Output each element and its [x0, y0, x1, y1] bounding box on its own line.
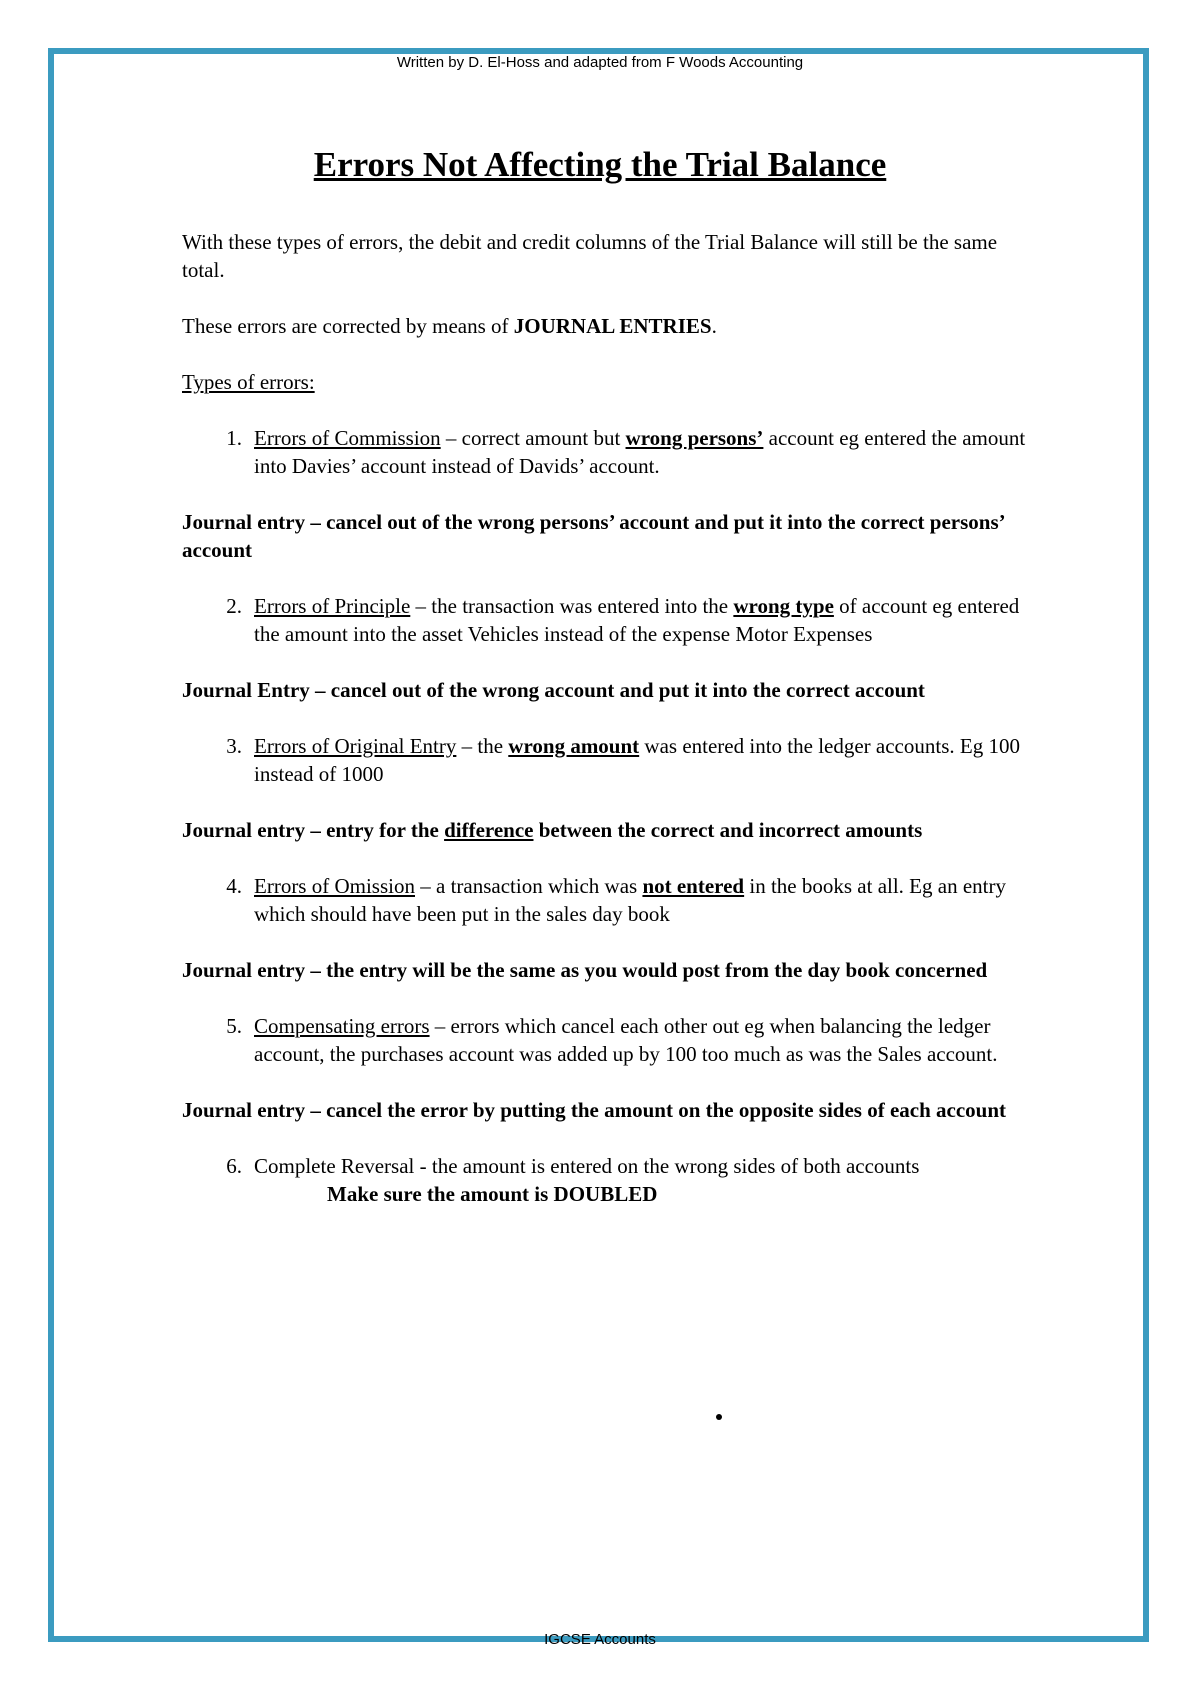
item-desc: – errors which cancel each other out eg when balancing the ledger account, the purchases account was added up by 100 too much as was the Sales account.: [254, 1014, 998, 1066]
error-item-6: [182, 1152, 1032, 1180]
journal-text: Journal entry – cancel out of the wrong persons’ account and put it into the correct persons’ account: [182, 510, 1005, 562]
page-header: Written by D. El-Hoss and adapted from F Woods Accounting: [396, 54, 804, 71]
journal-text: Journal entry – cancel the error by putting the amount on the opposite sides of each account: [182, 1098, 1007, 1122]
error-term: Errors of Commission: [254, 426, 441, 450]
item-number: 5.: [226, 1014, 242, 1038]
item-number: 1.: [226, 426, 242, 450]
error-item-2: [182, 592, 1032, 648]
item-desc-end: was entered into the ledger accounts. Eg 100 instead of 1000: [254, 734, 1020, 786]
intro2-end: .: [711, 314, 717, 338]
document-body: [182, 228, 1032, 1208]
journal-text-end: between the correct and incorrect amounts: [533, 818, 923, 842]
error-item-4: [182, 872, 1032, 928]
types-heading-text: Types of errors:: [182, 370, 315, 394]
journal-text: Journal entry – entry for the: [182, 818, 445, 842]
journal-text: Journal entry – the entry will be the same as you would post from the day book concerned: [182, 958, 988, 982]
error-term: Errors of Omission: [254, 874, 415, 898]
item-desc: – the transaction was entered into the: [410, 594, 734, 618]
item-desc: – the: [456, 734, 509, 758]
intro2-text: These errors are corrected by means of: [182, 314, 514, 338]
journal-key: difference: [444, 818, 534, 842]
error-term: Errors of Original Entry: [254, 734, 457, 758]
error-key: wrong persons’: [625, 426, 764, 450]
item-number: 4.: [226, 874, 242, 898]
intro-journal-paragraph: [182, 312, 1032, 340]
journal-text: Journal Entry – cancel out of the wrong account and put it into the correct account: [182, 678, 925, 702]
journal-entry-2: [182, 676, 1032, 704]
journal-entry-3: [182, 816, 1032, 844]
error-term: Errors of Principle: [254, 594, 411, 618]
item-text: [254, 872, 1032, 928]
page-title: Errors Not Affecting the Trial Balance: [313, 145, 887, 184]
types-heading: [182, 368, 1032, 396]
error-item-1: [182, 424, 1032, 480]
item-number: 2.: [226, 594, 242, 618]
item-number: 3.: [226, 734, 242, 758]
error-key: wrong type: [733, 594, 834, 618]
journal-entry-4: [182, 956, 1032, 984]
item-text: [254, 1012, 1032, 1068]
item-desc-end: of account eg entered the amount into the asset Vehicles instead of the expense Motor Expenses: [254, 594, 1020, 646]
error-term: Compensating errors: [254, 1014, 430, 1038]
item-text: [254, 424, 1032, 480]
doubled-note: Make sure the amount is DOUBLED: [327, 1182, 658, 1206]
journal-entries-emphasis: JOURNAL ENTRIES: [513, 314, 712, 338]
page-footer: IGCSE Accounts: [544, 1631, 656, 1648]
error-key: wrong amount: [508, 734, 640, 758]
item-desc-end: account eg entered the amount into Davies’ account instead of Davids’ account.: [254, 426, 1026, 478]
error-item-3: [182, 732, 1032, 788]
item-text: [254, 592, 1032, 648]
journal-entry-5: [182, 1096, 1032, 1124]
error-item-5: [182, 1012, 1032, 1068]
item-desc: – correct amount but: [440, 426, 626, 450]
journal-entry-1: [182, 508, 1032, 564]
error-key: not entered: [642, 874, 745, 898]
item-text: [254, 732, 1032, 788]
item-desc: – a transaction which was: [415, 874, 643, 898]
item-number: 6.: [226, 1154, 242, 1178]
bullet-dot: [716, 1414, 722, 1420]
item-text: Complete Reversal - the amount is entered on the wrong sides of both accounts: [254, 1154, 920, 1178]
intro-paragraph: With these types of errors, the debit and credit columns of the Trial Balance will still be the same total.: [182, 230, 998, 282]
item-desc-end: in the books at all. Eg an entry which should have been put in the sales day book: [254, 874, 1006, 926]
